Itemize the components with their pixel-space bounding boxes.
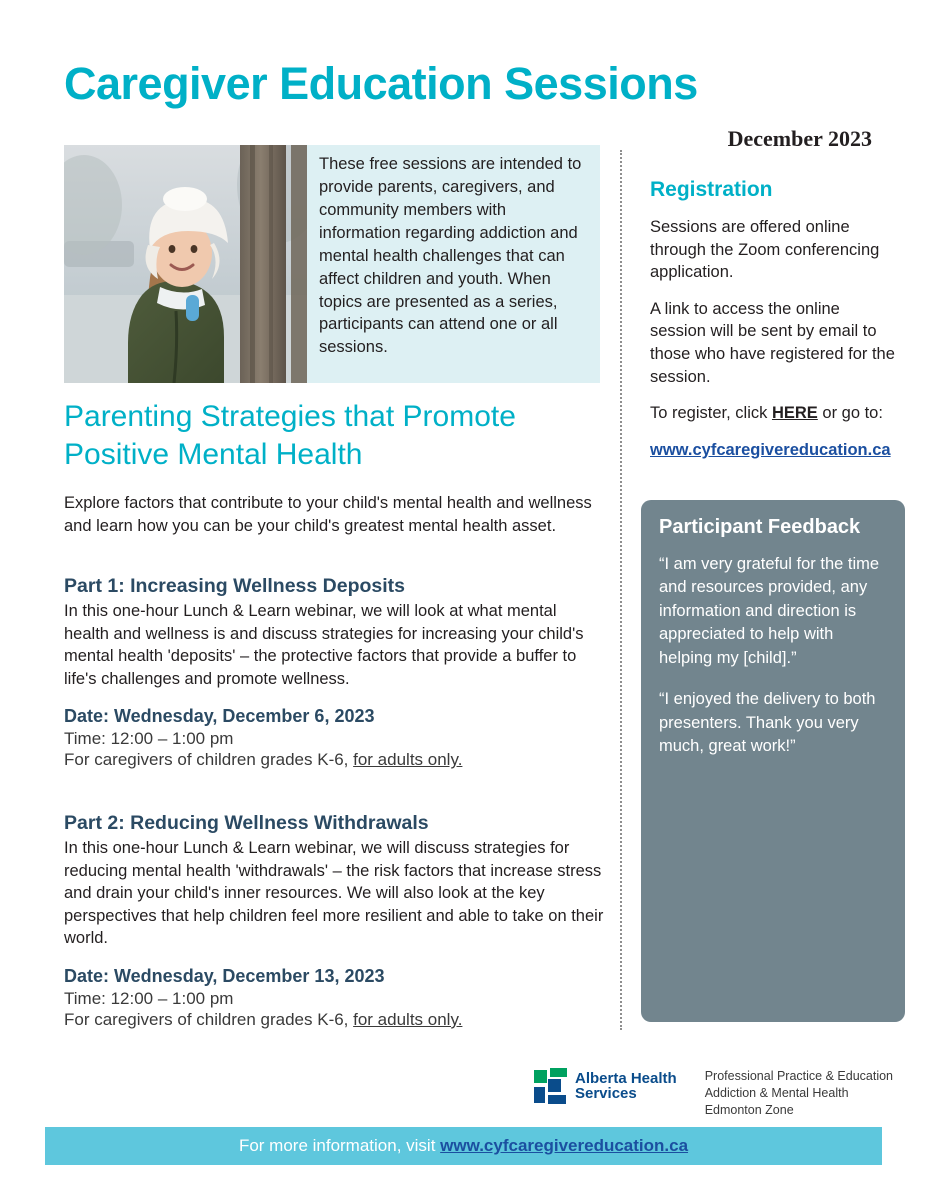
- part-2-time: Time: 12:00 – 1:00 pm: [64, 988, 234, 1008]
- register-here-link[interactable]: HERE: [771, 404, 818, 423]
- part-2-audience-note: for adults only.: [353, 1009, 463, 1029]
- registration-website-line: [650, 439, 898, 462]
- session-part-2: [64, 812, 604, 1031]
- intro-text: These free sessions are intended to provide parents, caregivers, and community members with information regarding addiction and mental health challenges that can affect children and youth. When topics are presented as a series, participants can attend one or all sessions.: [319, 155, 582, 357]
- department-line-2: Addiction & Mental Health: [704, 1085, 849, 1100]
- ahs-logo-text: [575, 1071, 677, 1102]
- part-2-heading: Part 2: Reducing Wellness Withdrawals: [64, 812, 429, 834]
- part-1-heading: Part 1: Increasing Wellness Deposits: [64, 575, 406, 597]
- registration-cta: [650, 402, 898, 425]
- intro-box: [307, 145, 600, 383]
- footer-website-link[interactable]: www.cyfcaregivereducation.ca: [440, 1136, 689, 1155]
- ahs-logo-line-1: Alberta Health: [575, 1069, 677, 1087]
- footer-bar-text: [239, 1136, 688, 1156]
- registration-cta-suffix: or go to:: [817, 404, 883, 423]
- part-2-body: In this one-hour Lunch & Learn webinar, we will discuss strategies for reducing mental health 'withdrawals' – the risk factors that increase stress and drain your child's inner resources. We will also look at the key perspectives that help children feel more resilient and able to take on their world.: [64, 839, 604, 948]
- column-divider: [620, 150, 622, 1030]
- session-lead: [64, 492, 604, 537]
- registration-paragraph-2: A link to access the online session will be sent by email to those who have registered for the session.: [650, 299, 895, 386]
- registration-body: [650, 216, 898, 475]
- registration-website-link[interactable]: www.cyfcaregivereducation.ca: [650, 440, 891, 459]
- part-2-date: Date: Wednesday, December 13, 2023: [64, 965, 385, 986]
- alberta-health-services-logo: [534, 1068, 677, 1104]
- issue-date: December 2023: [727, 126, 872, 151]
- footer-logo-block: [534, 1068, 893, 1119]
- part-2-audience-prefix: For caregivers of children grades K-6,: [64, 1009, 354, 1029]
- part-1-body: In this one-hour Lunch & Learn webinar, we will look at what mental health and wellness is and discuss strategies for increasing your child's mental health 'deposits' – the protective factors that provide a buffer to life's challenges and promote wellness.: [64, 602, 584, 688]
- registration-cta-prefix: To register, click: [650, 404, 772, 423]
- department-line-3: Edmonton Zone: [704, 1102, 794, 1117]
- feedback-quote-1: “I am very grateful for the time and resources provided, any information and direction is appreciated to help with helping my [child].”: [659, 555, 880, 667]
- feedback-heading: Participant Feedback: [659, 516, 861, 538]
- department-line-1: Professional Practice & Education: [704, 1069, 893, 1083]
- session-lead-text: Explore factors that contribute to your child's mental health and wellness and learn how you can be your child's greatest mental health asset.: [64, 494, 592, 535]
- footer-bar-prefix: For more information, visit: [238, 1136, 441, 1155]
- session-title: Parenting Strategies that Promote Positive Mental Health: [64, 400, 516, 471]
- feedback-quote-2: “I enjoyed the delivery to both presenters. Thank you very much, great work!”: [659, 690, 876, 755]
- session-part-1: [64, 575, 604, 771]
- part-1-audience-note: for adults only.: [353, 750, 463, 770]
- part-1-date: Date: Wednesday, December 6, 2023: [64, 706, 375, 727]
- department-info: [705, 1068, 893, 1119]
- participant-feedback-panel: [641, 500, 905, 1022]
- footer-bar: [45, 1127, 882, 1165]
- registration-paragraph-1: Sessions are offered online through the Zoom conferencing application.: [650, 218, 880, 282]
- ahs-logo-mark-icon: [534, 1068, 568, 1104]
- part-2-audience: [64, 1010, 604, 1030]
- part-1-audience-prefix: For caregivers of children grades K-6,: [64, 750, 354, 770]
- winter-child-photo-icon: [64, 145, 307, 383]
- part-2-details: [64, 966, 604, 1030]
- part-1-time: Time: 12:00 – 1:00 pm: [64, 729, 234, 749]
- part-1-details: [64, 706, 604, 770]
- page-title: Caregiver Education Sessions: [64, 58, 698, 109]
- registration-heading: Registration: [650, 178, 773, 201]
- header-photo: [64, 145, 307, 383]
- ahs-logo-line-2: Services: [575, 1085, 637, 1102]
- part-1-audience: [64, 750, 604, 770]
